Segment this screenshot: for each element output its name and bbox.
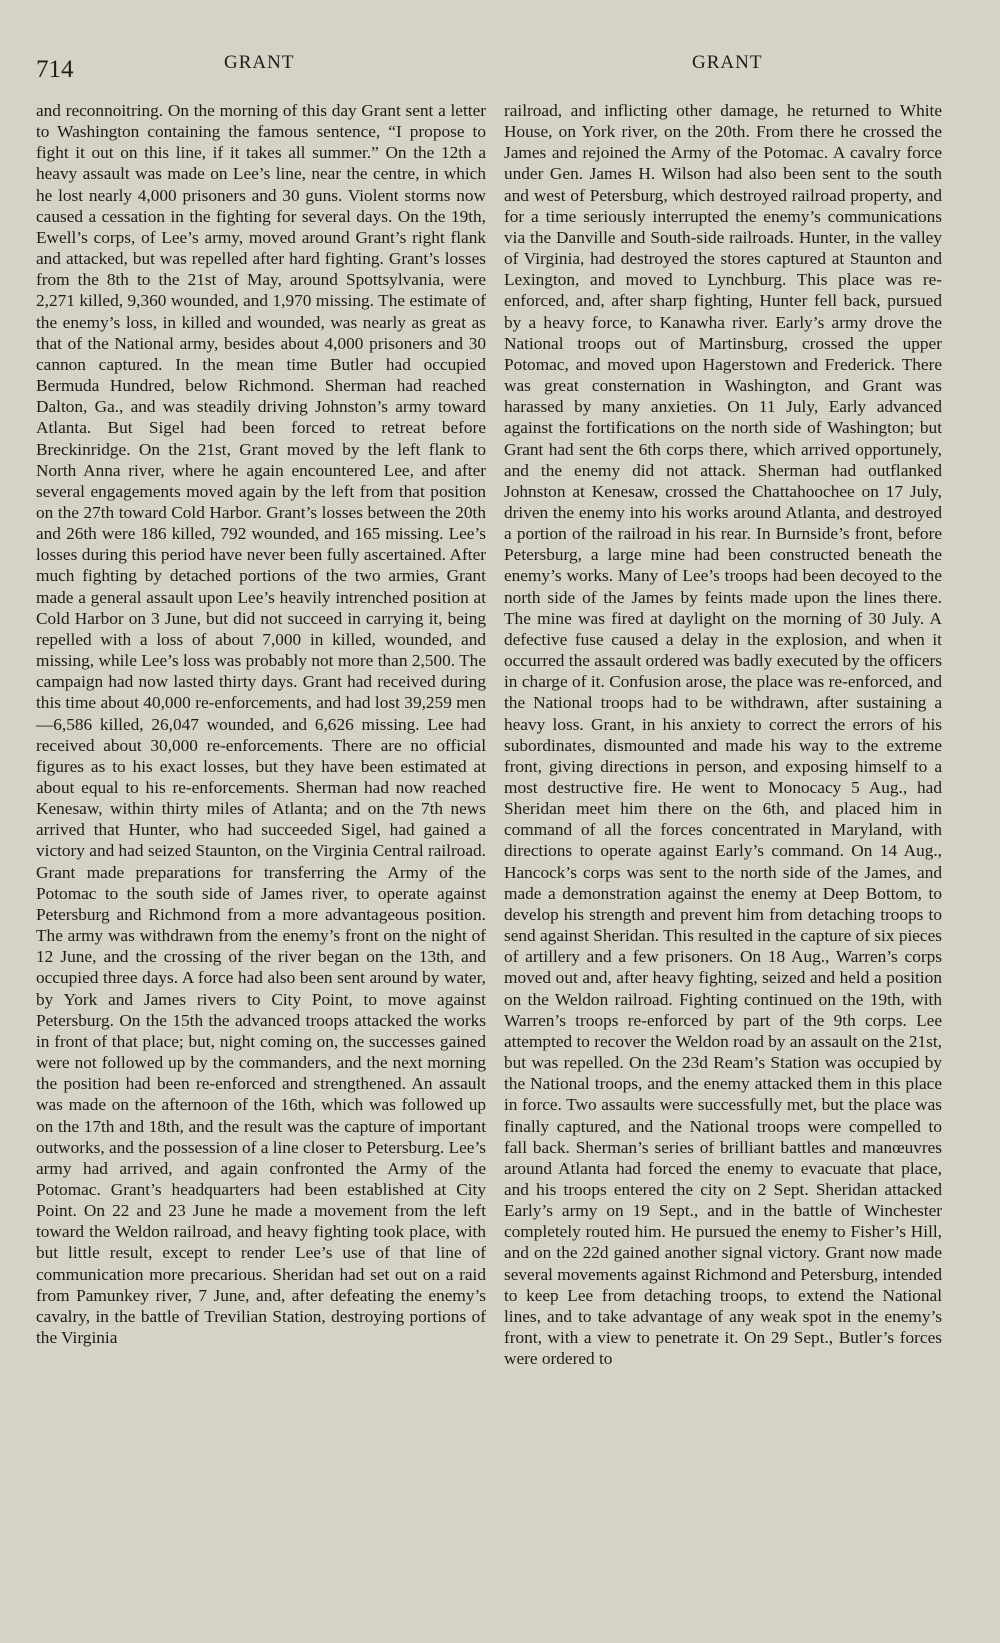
page-header <box>36 48 964 88</box>
text-column-right: railroad, and inflicting other damage, he returned to White House, on York river, on the 20th. From there he crossed the James and rejoined the Army of the Potomac. A cavalry force under Gen. James H. Wilson had also been sent to the south and west of Petersburg, which destroyed railroad property, and for a time seriously interrupted the enemy’s communications via the Danville and South-side railroads. Hunter, in the valley of Virginia, had destroyed the stores captured at Staunton and Lexington, and moved to Lynchburg. This place was re-enforced, and, after sharp fighting, Hunter fell back, pursued by a heavy force, to Kanawha river. Early’s army drove the National troops out of Martinsburg, crossed the upper Potomac, and moved upon Hagerstown and Frederick. There was great consternation in Washington, and Grant was harassed by many anxieties. On 11 July, Early advanced against the fortifications on the north side of Washington; but Grant had sent the 6th corps there, which arrived opportunely, and the enemy did not attack. Sherman had outflanked Johnston at Kenesaw, crossed the Chattahoochee on 17 July, driven the enemy into his works around Atlanta, and destroyed a portion of the railroad in his rear. In Burnside’s front, before Petersburg, a large mine had been constructed beneath the enemy’s works. Many of Lee’s troops had been decoyed to the north side of the James by feints made upon the lines there. The mine was fired at daylight on the morning of 30 July. A defective fuse caused a delay in the explosion, and when it occurred the assault ordered was badly executed by the officers in charge of it. Confusion arose, the place was re-enforced, and the National troops had to be withdrawn, after sustaining a heavy loss. Grant, in his anxiety to correct the errors of his subordinates, dismounted and made his way to the extreme front, giving directions in person, and exposing himself to a most destructive fire. He went to Monocacy 5 Aug., had Sheridan meet him there on the 6th, and placed him in command of all the forces concentrated in Maryland, with directions to operate against Early’s command. On 14 Aug., Hancock’s corps was sent to the north side of the James, and made a demonstration against the enemy at Deep Bottom, to develop his strength and prevent him from detaching troops to send against Sheridan. This resulted in the capture of six pieces of artillery and a few prisoners. On 18 Aug., Warren’s corps moved out and, after heavy fighting, seized and held a position on the Weldon railroad. Fighting continued on the 19th, with Warren’s troops re-enforced by part of the 9th corps. Lee attempted to recover the Weldon road by an assault on the 21st, but was repelled. On the 23d Ream’s Station was occupied by the National troops, and the enemy attacked them in this place in force. Two assaults were successfully met, but the place was finally captured, and the National troops were compelled to fall back. Sherman’s series of brilliant battles and manœuvres around Atlanta had forced the enemy to evacuate that place, and his troops entered the city on 2 Sept. Sheridan attacked Early’s army on 19 Sept., and in the battle of Winchester completely routed him. He pursued the enemy to Fisher’s Hill, and on the 22d gained another signal victory. Grant now made several movements against Richmond and Petersburg, intended to keep Lee from detaching troops, to extend the National lines, and to take advantage of any weak spot in the enemy’s front, with a view to penetrate it. On 29 Sept., Butler’s forces were ordered to <box>504 101 942 1369</box>
page-number: 714 <box>36 56 74 83</box>
running-head-left: GRANT <box>224 52 295 73</box>
running-head-right: GRANT <box>692 52 763 73</box>
text-column-left: and reconnoitring. On the morning of this day Grant sent a letter to Washington containing the famous sentence, “I propose to fight it out on this line, if it takes all summer.” On the 12th a heavy assault was made on Lee’s line, near the centre, in which he lost nearly 4,000 prisoners and 30 guns. Violent storms now caused a cessation in the fighting for several days. On the 19th, Ewell’s corps, of Lee’s army, moved around Grant’s right flank and attacked, but was repelled after hard fighting. Grant’s losses from the 8th to the 21st of May, around Spottsylvania, were 2,271 killed, 9,360 wounded, and 1,970 missing. The estimate of the enemy’s loss, in killed and wounded, was nearly as great as that of the National army, besides about 4,000 prisoners and 30 cannon captured. In the mean time Butler had occupied Bermuda Hundred, below Richmond. Sherman had reached Dalton, Ga., and was steadily driving Johnston’s army toward Atlanta. But Sigel had been forced to retreat before Breckinridge. On the 21st, Grant moved by the left flank to North Anna river, where he again encountered Lee, and after several engagements moved again by the left from that position on the 27th toward Cold Harbor. Grant’s losses between the 20th and 26th were 186 killed, 792 wounded, and 165 missing. Lee’s losses during this period have never been fully ascertained. After much fighting by detached portions of the two armies, Grant made a general assault upon Lee’s heavily intrenched position at Cold Harbor on 3 June, but did not succeed in carrying it, being repelled with a loss of about 7,000 in killed, wounded, and missing, while Lee’s loss was probably not more than 2,500. The campaign had now lasted thirty days. Grant had received during this time about 40,000 re-enforcements, and had lost 39,259 men—6,586 killed, 26,047 wounded, and 6,626 missing. Lee had received about 30,000 re-enforcements. There are no official figures as to his exact losses, but they have been estimated at about equal to his re-enforcements. Sherman had now reached Kenesaw, within thirty miles of Atlanta; and on the 7th news arrived that Hunter, who had succeeded Sigel, had gained a victory and had seized Staunton, on the Virginia Central railroad. Grant made preparations for transferring the Army of the Potomac to the south side of James river, to operate against Petersburg and Richmond from a more advantageous position. The army was withdrawn from the enemy’s front on the night of 12 June, and the crossing of the river began on the 13th, and occupied three days. A force had also been sent around by water, by York and James rivers to City Point, to move against Petersburg. On the 15th the advanced troops attacked the works in front of that place; but, night coming on, the successes gained were not followed up by the commanders, and the next morning the position had been re-enforced and strengthened. An assault was made on the afternoon of the 16th, which was followed up on the 17th and 18th, and the result was the capture of important outworks, and the possession of a line closer to Petersburg. Lee’s army had arrived, and again confronted the Army of the Potomac. Grant’s headquarters had been established at City Point. On 22 and 23 June he made a movement from the left toward the Weldon railroad, and heavy fighting took place, with but little result, except to render Lee’s use of that line of communication more precarious. Sheridan had set out on a raid from Pamunkey river, 7 June, and, after defeating the enemy’s cavalry, in the battle of Trevilian Station, destroying portions of the Virginia <box>36 101 486 1348</box>
